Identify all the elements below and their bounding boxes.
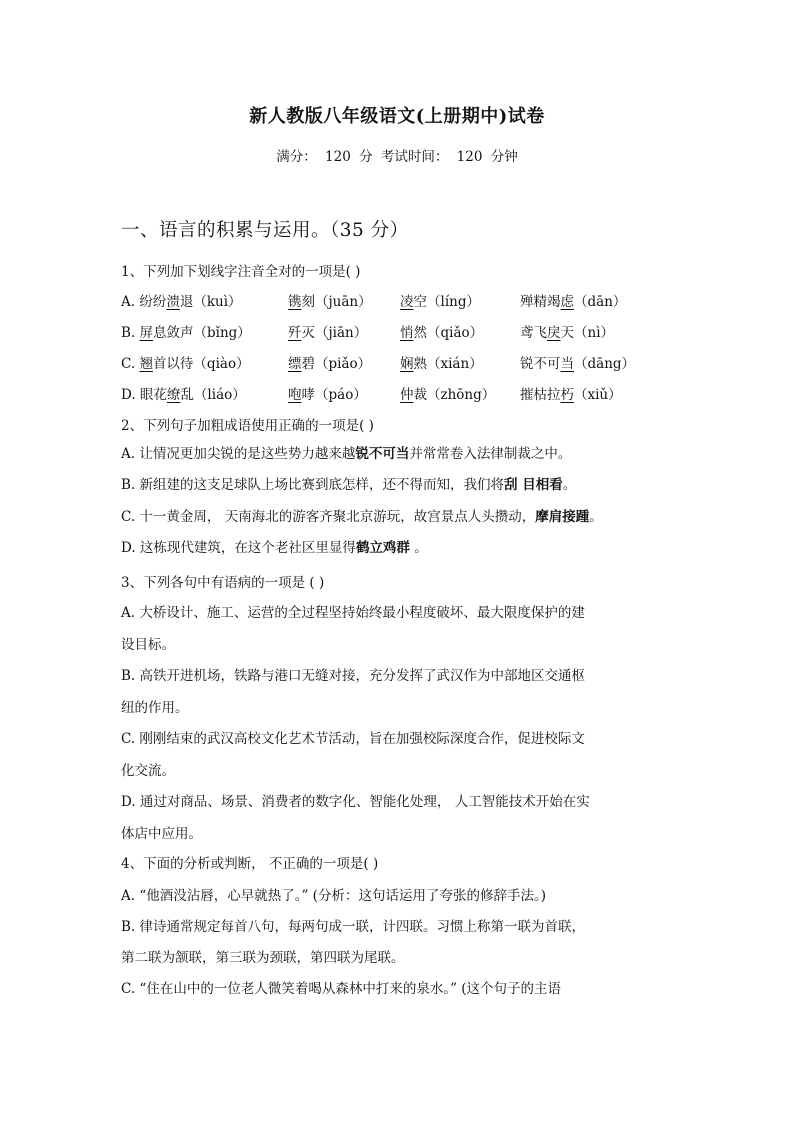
q4-option-c: C. “住在山中的一位老人微笑着喝从森林中打来的泉水。” (这个句子的主语 xyxy=(121,981,562,997)
q1-option-d-1: D. 眼花缭乱（liáo） xyxy=(121,387,246,403)
q1-option-b-4: 鸢飞戾天（nì） xyxy=(520,325,615,341)
page-title: 新人教版八年级语文(上册期中)试卷 xyxy=(249,106,545,127)
q3-option-a-line2: 设目标。 xyxy=(121,637,175,653)
q1-option-a-3: 凌空（líng） xyxy=(400,294,480,310)
q3-option-b-line1: B. 高铁开进机场，铁路与港口无缝对接，充分发挥了武汉作为中部地区交通枢 xyxy=(121,668,586,684)
q1-option-b-1: B. 屏息敛声（bǐng） xyxy=(121,325,251,341)
q3-option-b-line2: 纽的作用。 xyxy=(121,700,189,716)
q1-option-b-3: 悄然（qiǎo） xyxy=(400,325,484,341)
q2-option-c: C. 十一黄金周， 天南海北的游客齐聚北京游玩，故宫景点人头攒动，摩肩接踵。 xyxy=(121,509,603,525)
exam-meta: 满分： 120 分 考试时间： 120 分钟 xyxy=(276,149,518,165)
q1-option-d-2: 咆哮（páo） xyxy=(288,387,367,403)
q2-option-d: D. 这栋现代建筑，在这个老社区里显得鹤立鸡群 。 xyxy=(121,540,428,556)
q1-option-c-4: 锐不可当（dāng） xyxy=(520,356,636,372)
q1-option-c-2: 缥碧（piǎo） xyxy=(288,356,372,372)
q1-option-a-2: 镌刻（juān） xyxy=(288,294,372,310)
q3-option-c-line1: C. 刚刚结束的武汉高校文化艺术节活动，旨在加强校际深度合作，促进校际文 xyxy=(121,731,585,747)
section-heading: 一、语言的积累与运用。（35 分） xyxy=(121,220,409,241)
q4-option-b-line2: 第二联为颔联，第三联为颈联，第四联为尾联。 xyxy=(121,950,405,966)
question-4-stem: 4、下面的分析或判断， 不正确的一项是( ) xyxy=(121,856,379,872)
q1-option-a-4: 殚精竭虑（dān） xyxy=(520,294,627,310)
question-1-stem: 1、下列加下划线字注音全对的一项是( ) xyxy=(121,264,361,280)
q3-option-d-line2: 体店中应用。 xyxy=(121,826,202,842)
q3-option-c-line2: 化交流。 xyxy=(121,763,175,779)
q4-option-b-line1: B. 律诗通常规定每首八句，每两句成一联，计四联。习惯上称第一联为首联， xyxy=(121,919,586,935)
q3-option-d-line1: D. 通过对商品、场景、消费者的数字化、智能化处理， 人工智能技术开始在实 xyxy=(121,794,590,810)
q1-option-a-1: A. 纷纷溃退（kuì） xyxy=(121,294,242,310)
q1-option-d-4: 摧枯拉朽（xiǔ） xyxy=(520,387,622,403)
q1-option-c-3: 娴熟（xián） xyxy=(400,356,483,372)
q1-option-c-1: C. 翘首以待（qiào） xyxy=(121,356,250,372)
q3-option-a-line1: A. 大桥设计、施工、运营的全过程坚持始终最小程度破坏、最大限度保护的建 xyxy=(121,605,585,621)
question-2-stem: 2、下列句子加粗成语使用正确的一项是( ) xyxy=(121,418,374,434)
q1-option-b-2: 歼灭（jiān） xyxy=(288,325,368,341)
q2-option-b: B. 新组建的这支足球队上场比赛到底怎样，还不得而知，我们将刮 目相看。 xyxy=(121,477,577,493)
q2-option-a: A. 让情况更加尖锐的是这些势力越来越锐不可当并常常卷入法律制裁之中。 xyxy=(121,446,572,462)
q4-option-a: A. “他酒没沾唇，心早就热了。” (分析：这句话运用了夸张的修辞手法。) xyxy=(121,888,546,904)
question-3-stem: 3、下列各句中有语病的一项是 ( ) xyxy=(121,575,325,591)
q1-option-d-3: 仲裁（zhōng） xyxy=(400,387,496,403)
